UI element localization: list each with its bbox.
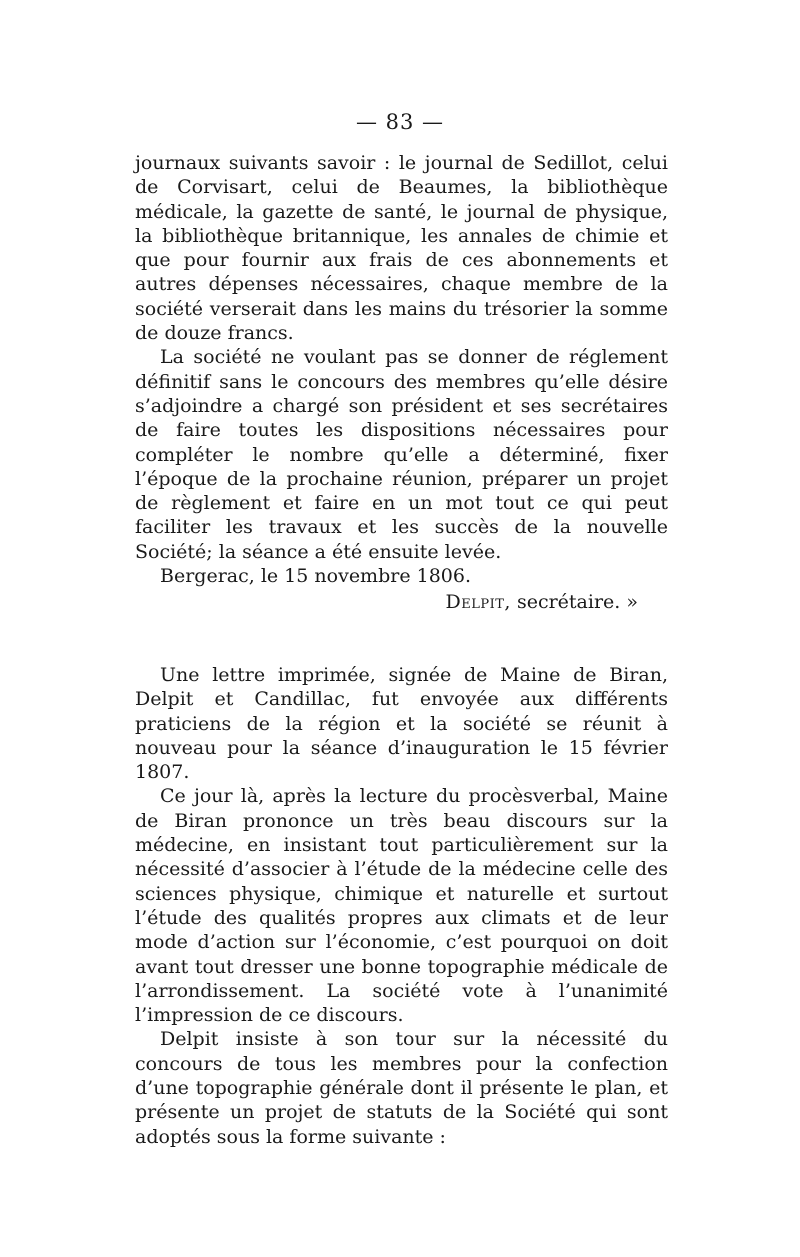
minutes-excerpt — [135, 151, 668, 615]
paragraph-inauguration: Ce jour là, après la lecture du procèsverbal, Maine de Biran prononce un très beau discours sur la médecine, en insistant tout particulièrement sur la nécessité d’associer à l’étude de la médecine celle des sciences physique, chimique et naturelle et surtout l’étude des qualités propres aux climats et de leur mode d’action sur l’économie, c’est pourquoi on doit avant tout dresser une bonne topographie médicale de l’arrondissement. La société vote à l’unanimité l’impression de ce discours. — [135, 785, 668, 1027]
signature-name: Delpit, — [445, 591, 511, 614]
narrative-section — [135, 663, 668, 1149]
paragraph-statutes: Delpit insiste à son tour sur la nécessité du concours de tous les membres pour la confection d’une topographie générale dont il présente le plan, et présente un projet de statuts de la Société qui sont adoptés sous la forme suivante : — [135, 1028, 668, 1148]
page-number: — 83 — — [355, 110, 445, 134]
signature-role: secrétaire. » — [510, 591, 638, 614]
paragraph-journals: journaux suivants savoir : le journal de Sedillot, celui de Corvisart, celui de Beaumes, la bibliothèque médicale, la gazette de santé, le journal de physique, la bibliothèque britannique, les annales de chimie et que pour fournir aux frais de ces abonnements et autres dépenses nécessaires, chaque membre de la société verserait dans les mains du trésorier la somme de douze francs. — [135, 152, 668, 345]
paragraph-letter: Une lettre imprimée, signée de Maine de Biran, Delpit et Candillac, fut envoyée aux différents praticiens de la région et la société se réunit à nouveau pour la séance d’inauguration le 15 février 1807. — [135, 664, 668, 784]
date-line: Bergerac, le 15 novembre 1806. — [160, 565, 471, 588]
signature — [135, 590, 668, 614]
paragraph-regulations: La société ne voulant pas se donner de réglement définitif sans le concours des membres qu’elle désire s’adjoindre a chargé son président et ses secrétaires de faire toutes les dispositions nécessaires pour compléter le nombre qu’elle a déterminé, fixer l’époque de la prochaine réunion, préparer un projet de règlement et faire en un mot tout ce qui peut faciliter les travaux et les succès de la nouvelle Société; la séance a été ensuite levée. — [135, 346, 668, 563]
